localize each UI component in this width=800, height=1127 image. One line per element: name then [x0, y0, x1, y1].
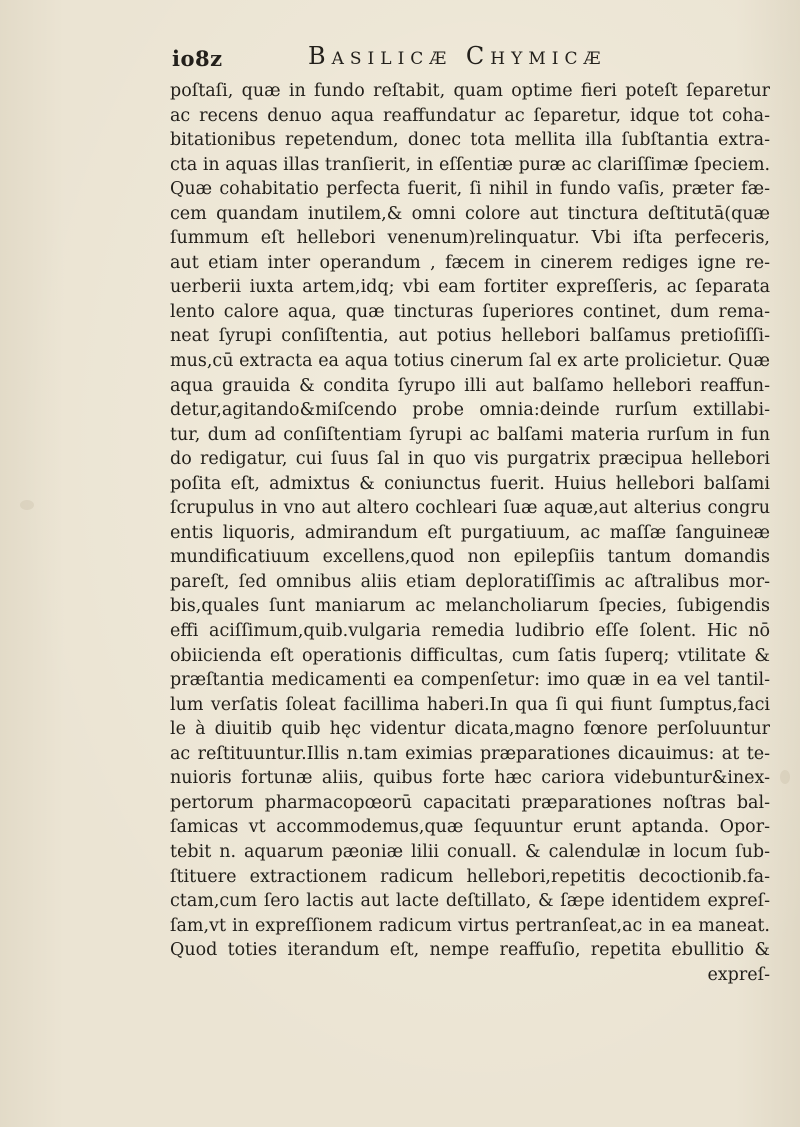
text-line: lento calore aqua, quæ tincturas ſuperiores continet, dum rema- — [170, 301, 770, 322]
text-line: ſummum eſt hellebori venenum)relinquatur. Vbi iſta perfeceris, — [170, 228, 770, 249]
text-line: cem quandam inutilem,& omni colore aut tinctura deſtitutā(quæ — [170, 203, 770, 224]
text-line: poſtaſi, quæ in fundo reſtabit, quam optime fieri poteſt ſeparetur — [170, 81, 770, 101]
text-line: poſita eſt, admixtus & coniunctus fuerit. Huius hellebori balſami — [170, 473, 770, 494]
text-line: aqua grauida & condita ſyrupo illi aut balſamo hellebori reaffun- — [170, 375, 770, 396]
paper-stain — [20, 500, 34, 510]
catchword: expreſ- — [707, 964, 770, 985]
text-line: nuioris fortunæ aliis, quibus forte hæc cariora videbuntur&inex- — [170, 768, 770, 789]
text-line: uerberii iuxta artem,idq; vbi eam fortiter expreſſeris, ac ſeparata — [170, 277, 770, 298]
text-line: tebit n. aquarum pæoniæ lilii conuall. & calendulæ in locum ſub- — [170, 841, 770, 862]
text-line: bis,quales ſunt maniarum ac melancholiarum ſpecies, ſubigendis — [170, 596, 770, 617]
page-header — [172, 42, 762, 76]
text-line: ſtituere extractionem radicum hellebori,repetitis decoctionib.fa- — [170, 866, 770, 887]
text-line: Quod toties iterandum eſt, nempe reaffuſio, repetita ebullitio & — [170, 940, 770, 961]
text-line: ac recens denuo aqua reaffundatur ac ſeparetur, idque tot coha- — [170, 105, 770, 126]
text-line: le à diuitib quib hęc videntur dicata,magno fœnore perſoluuntur — [170, 719, 770, 740]
text-line: ſcrupulus in vno aut altero cochleari ſuæ aquæ,aut alterius congru — [170, 498, 770, 519]
text-line: bitationibus repetendum, donec tota mellita illa ſubſtantia extra- — [170, 130, 770, 151]
text-line: ſamicas vt accommodemus,quæ ſequuntur erunt aptanda. Opor- — [170, 817, 770, 838]
page-number: io8z — [172, 46, 223, 71]
running-title: Basilicæ Chymicæ — [308, 42, 607, 70]
text-line: effi aciſſimum,quib.vulgaria remedia ludibrio eſſe ſolent. Hic nō — [170, 621, 770, 642]
text-line: cta in aquas illas tranſierit, in eſſentiæ puræ ac clariſſimæ ſpeciem. — [170, 154, 770, 175]
paper-stain — [780, 770, 790, 784]
text-line: Quæ cohabitatio perfecta fuerit, ſi nihil in fundo vaſis, præter fæ- — [170, 179, 770, 200]
text-line: ſam,vt in expreſſionem radicum virtus pertranſeat,ac in ea maneat. — [170, 915, 770, 936]
text-line: ac reſtituuntur.Illis n.tam eximias præparationes dicauimus: at te- — [170, 743, 770, 764]
text-line: pertorum pharmacopœorū capacitati præparationes noſtras bal- — [170, 792, 770, 813]
text-line: mundificatiuum excellens,quod non epilepſiis tantum domandis — [170, 547, 770, 568]
text-line: neat ſyrupi conſiſtentia, aut potius hellebori balſamus pretioſiſſi- — [170, 326, 770, 347]
text-line: entis liquoris, admirandum eſt purgatiuum, ac maſſæ ſanguineæ — [170, 522, 770, 543]
text-line: detur,agitando&miſcendo probe omnia:deinde rurſum extillabi- — [170, 400, 770, 421]
text-line: obiicienda eſt operationis difficultas, cum ſatis ſuperq; vtilitate & — [170, 645, 770, 666]
text-line: pareſt, ſed omnibus aliis etiam deploratiſſimis ac aſtralibus mor- — [170, 571, 770, 592]
text-line: tur, dum ad conſiſtentiam ſyrupi ac balſami materia rurſum in fun — [170, 424, 770, 445]
text-line: præſtantia medicamenti ea compenſetur: imo quæ in ea vel tantil- — [170, 670, 770, 691]
body-text — [170, 79, 770, 987]
text-line: mus,cū extracta ea aqua totius cinerum ſal ex arte prolicietur. Quæ — [170, 351, 770, 372]
text-line: do redigatur, cui ſuus ſal in quo vis purgatrix præcipua hellebori — [170, 449, 770, 470]
text-line: aut etiam inter operandum , fæcem in cinerem rediges igne re- — [170, 252, 770, 273]
text-line: ctam,cum ſero lactis aut lacte deſtillato, & ſæpe identidem expreſ- — [170, 891, 770, 912]
text-line: lum verſatis ſoleat facillima haberi.In qua ſi qui fiunt ſumptus,faci — [170, 694, 770, 715]
